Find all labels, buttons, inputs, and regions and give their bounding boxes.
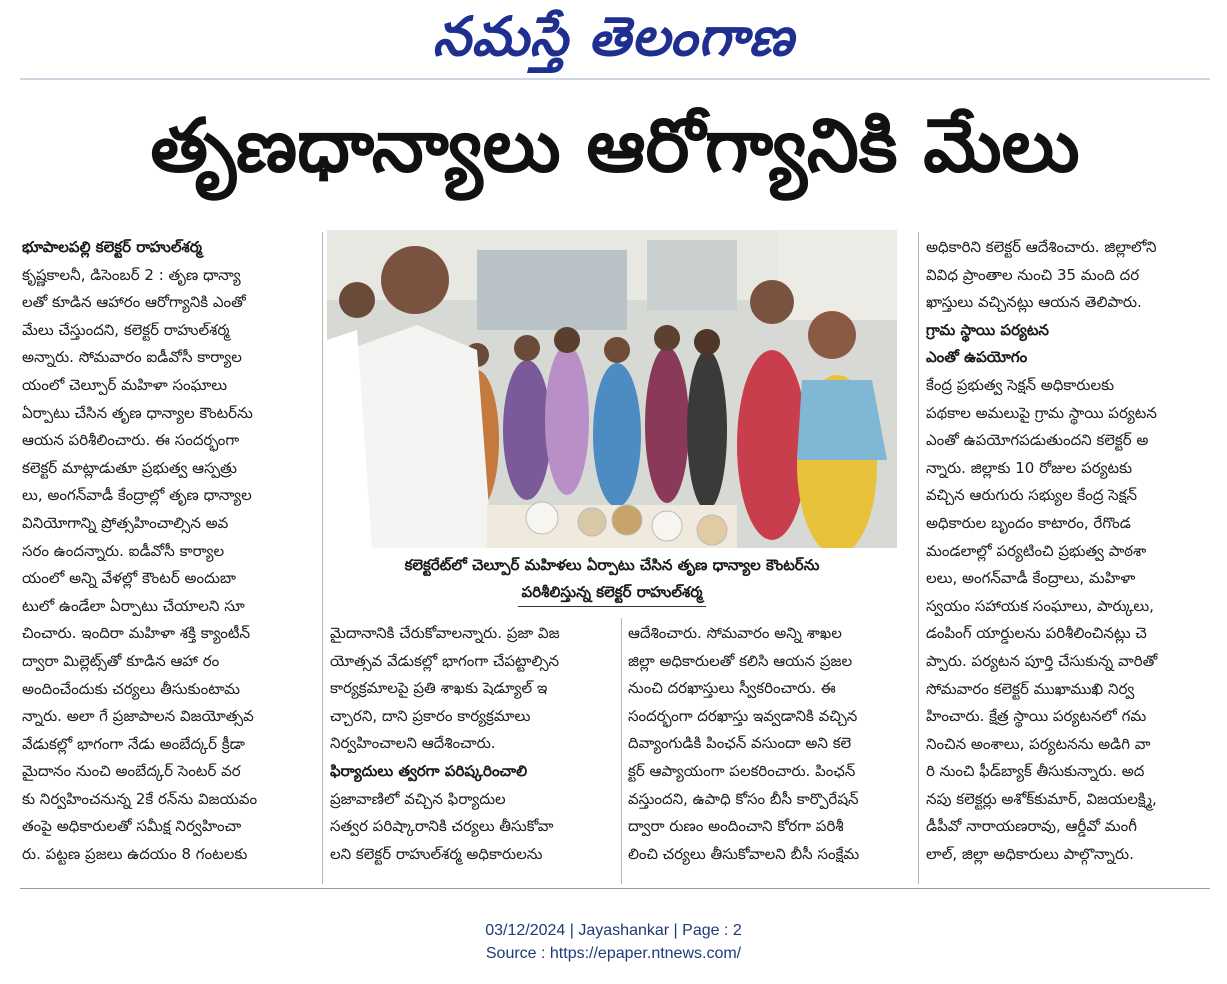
text-line: మండలాల్లో పర్యటించి ప్రభుత్వ పాఠశా [926, 541, 1147, 560]
text-line: క్టర్ ఆప్యాయంగా పలకరించారు. పింఛన్ [628, 761, 856, 780]
article-column-4 [926, 234, 1210, 886]
text-line: ద్వారా రుణం అందించాని కోరగా పరిశీ [628, 817, 844, 836]
column-3-text [628, 620, 916, 868]
text-line: ఏర్పాటు చేసిన తృణ ధాన్యాల కౌంటర్‌ను [22, 403, 253, 422]
column-4b-text [926, 372, 1210, 869]
text-line: నపు కలెక్టర్లు అశోక్‌కుమార్, విజయలక్ష్మి, [926, 789, 1157, 808]
text-line: సోమవారం కలెక్టర్ ముఖాముఖి నిర్వ [926, 679, 1135, 698]
column-divider [322, 232, 323, 884]
text-line: మైదానానికి చేరుకోవాలన్నారు. ప్రజా విజ [330, 624, 560, 642]
article-column-3 [628, 620, 916, 884]
text-line: కార్యక్రమాలపై ప్రతి శాఖకు షెడ్యూల్ ఇ [330, 679, 548, 698]
photo-caption [327, 552, 897, 607]
text-line: వేడుకల్లో భాగంగా నేడు అంబేద్కర్ క్రీడా [22, 734, 245, 753]
text-line: అధికారుల బృందం కాటారం, రేగొండ [926, 513, 1131, 532]
text-line: నిర్వహించాలని ఆదేశించారు. [330, 734, 496, 753]
text-line: చ్చారని, దాని ప్రకారం కార్యక్రమాలు [330, 706, 531, 725]
subheading: ఫిర్యాదులు త్వరగా పరిష్కరించాలి [330, 761, 528, 780]
text-line: కలెక్టర్ మాట్లాడుతూ ప్రభుత్వ ఆస్పత్రు [22, 458, 237, 477]
text-line: దివ్యాంగుడికి పింఛన్ వసుందా అని కలె [628, 734, 852, 753]
text-line: ప్పారు. పర్యటన పూర్తి చేసుకున్న వారితో [926, 651, 1158, 670]
text-line: లించి చర్యలు తీసుకోవాలని బీసీ సంక్షేమ [628, 844, 860, 863]
text-line: లాల్, జిల్లా అధికారులు పాల్గొన్నారు. [926, 845, 1134, 864]
subheading: గ్రామ స్థాయి పర్యటన [926, 320, 1049, 339]
text-line: వచ్చిన ఆరుగురు సభ్యుల కేంద్ర సెక్షన్ [926, 486, 1138, 505]
byline: భూపాలపల్లి కలెక్టర్ రాహుల్‌శర్మ [22, 238, 202, 256]
text-line: నించిన అంశాలు, పర్యటనను అడిగి వా [926, 734, 1151, 753]
text-line: న్నారు. జిల్లాకు 10 రోజుల పర్యటకు [926, 458, 1133, 477]
text-line: ఖాస్తులు వచ్చినట్లు ఆయన తెలిపారు. [926, 293, 1142, 312]
text-line: సందర్భంగా దరఖాస్తు ఇవ్వడానికి వచ్చిన [628, 706, 858, 725]
caption-line: పరిశీలిస్తున్న కలెక్టర్ రాహుల్‌శర్మ [518, 579, 707, 607]
text-line: రు. పట్టణ ప్రజలు ఉదయం 8 గంటలకు [22, 845, 248, 864]
text-line: ద్వారా మిల్లెట్స్‌తో కూడిన ఆహా రం [22, 651, 220, 670]
text-line: సత్వర పరిష్కారానికి చర్యలు తీసుకోవా [330, 817, 554, 836]
text-line: తంపై అధికారులతో సమీక్ష నిర్వహించా [22, 817, 242, 836]
column-divider [918, 232, 919, 884]
text-line: డంపింగ్ యార్డులను పరిశీలించినట్లు చె [926, 624, 1147, 643]
article-headline: తృణధాన్యాలు ఆరోగ్యానికి మేలు [150, 103, 1080, 189]
text-line: రి నుంచి ఫీడ్‌బ్యాక్ తీసుకున్నారు. అద [926, 762, 1145, 781]
text-line: నుంచి దరఖాస్తులు స్వీకరించారు. ఈ [628, 679, 836, 698]
article-bottom-rule [20, 888, 1210, 889]
text-line: యంలో అన్ని వేళల్లో కౌంటర్ అందుబా [22, 569, 236, 588]
text-line: వినియోగాన్ని ప్రోత్సహించాల్సిన అవ [22, 513, 229, 532]
text-line: కు నిర్వహించనున్న 2కే రన్‌ను విజయవం [22, 789, 258, 808]
footer-source[interactable]: Source : https://epaper.ntnews.com/ [485, 945, 742, 962]
text-line: వస్తుందని, ఉపాధి కోసం బీసీ కార్పొరేషన్ [628, 789, 859, 808]
text-line: మేలు చేస్తుందని, కలెక్టర్ రాహుల్‌శర్మ [22, 320, 230, 339]
caption-line: కలెక్టరేట్‌లో చెల్పూర్ మహిళలు ఏర్పాటు చేసిన తృణ ధాన్యాల కౌంటర్‌ను [404, 556, 820, 574]
column-4a-text [926, 234, 1210, 317]
text-line: డీపీవో నారాయణరావు, ఆర్డీవో మంగీ [926, 817, 1138, 836]
text-line: అందించేందుకు చర్యలు తీసుకుంటామ [22, 679, 241, 698]
text-line: మైదానం నుంచి అంబేద్కర్ సెంటర్ వర [22, 762, 241, 781]
text-line: స్వయం సహాయక సంఘాలు, పార్కులు, [926, 596, 1154, 615]
text-line: హించారు. క్షేత్ర స్థాయి పర్యటనలో గమ [926, 707, 1147, 726]
article-column-1 [22, 234, 318, 886]
column-2b-text [330, 786, 618, 869]
text-line: లు, అంగన్‌వాడీ కేంద్రాల్లో తృణ ధాన్యాల [22, 486, 252, 505]
text-line: కేంద్ర ప్రభుత్వ సెక్షన్ అధికారులకు [926, 375, 1115, 394]
text-line: లని కలెక్టర్ రాహుల్‌శర్మ అధికారులను [330, 844, 543, 863]
text-line: వివిధ ప్రాంతాల నుంచి 35 మంది దర [926, 265, 1140, 284]
text-line: టులో ఉండేలా ఏర్పాటు చేయాలని సూ [22, 596, 245, 615]
text-line: యోత్సవ వేడుకల్లో భాగంగా చేపట్టాల్సిన [330, 651, 560, 670]
text-line: అధికారిని కలెక్టర్ ఆదేశించారు. జిల్లాలోని [926, 238, 1157, 256]
masthead-divider [20, 78, 1210, 80]
text-line: సరం ఉందన్నారు. ఐడీవోసీ కార్యాల [22, 541, 225, 560]
newspaper-masthead: నమస్తే తెలంగాణ [432, 4, 795, 68]
text-line: అన్నారు. సోమవారం ఐడీవోసీ కార్యాల [22, 348, 242, 367]
column-1-text [22, 262, 318, 869]
text-line: జిల్లా అధికారులతో కలిసి ఆయన ప్రజల [628, 651, 853, 670]
text-line: న్నారు. అలా గే ప్రజాపాలన విజయోత్సవ [22, 707, 254, 726]
text-line: ప్రజావాణిలో వచ్చిన ఫిర్యాదుల [330, 789, 506, 808]
text-line: ఆదేశించారు. సోమవారం అన్ని శాఖల [628, 624, 842, 642]
article-column-2 [330, 620, 618, 884]
column-2-text [330, 620, 618, 758]
text-line: కృష్ణకాలనీ, డిసెంబర్ 2 : తృణ ధాన్యా [22, 265, 241, 284]
text-line: చించారు. ఇందిరా మహిళా శక్తి క్యాంటీన్ [22, 624, 250, 643]
text-line: లతో కూడిన ఆహారం ఆరోగ్యానికి ఎంతో [22, 293, 246, 312]
text-line: ఎంతో ఉపయోగపడుతుందని కలెక్టర్ అ [926, 431, 1149, 450]
subheading: ఎంతో ఉపయోగం [926, 348, 1028, 367]
column-divider [621, 618, 622, 884]
text-line: లలు, అంగన్‌వాడీ కేంద్రాలు, మహిళా [926, 569, 1136, 588]
text-line: ఆయన పరిశీలించారు. ఈ సందర్భంగా [22, 431, 240, 450]
text-line: యంలో చెల్పూర్ మహిళా సంఘాలు [22, 375, 228, 394]
text-line: పథకాల అమలుపై గ్రామ స్థాయి పర్యటన [926, 403, 1157, 422]
photo-illustration [327, 230, 897, 548]
article-photo [327, 230, 897, 548]
footer-date-page: 03/12/2024 | Jayashankar | Page : 2 [485, 922, 742, 939]
